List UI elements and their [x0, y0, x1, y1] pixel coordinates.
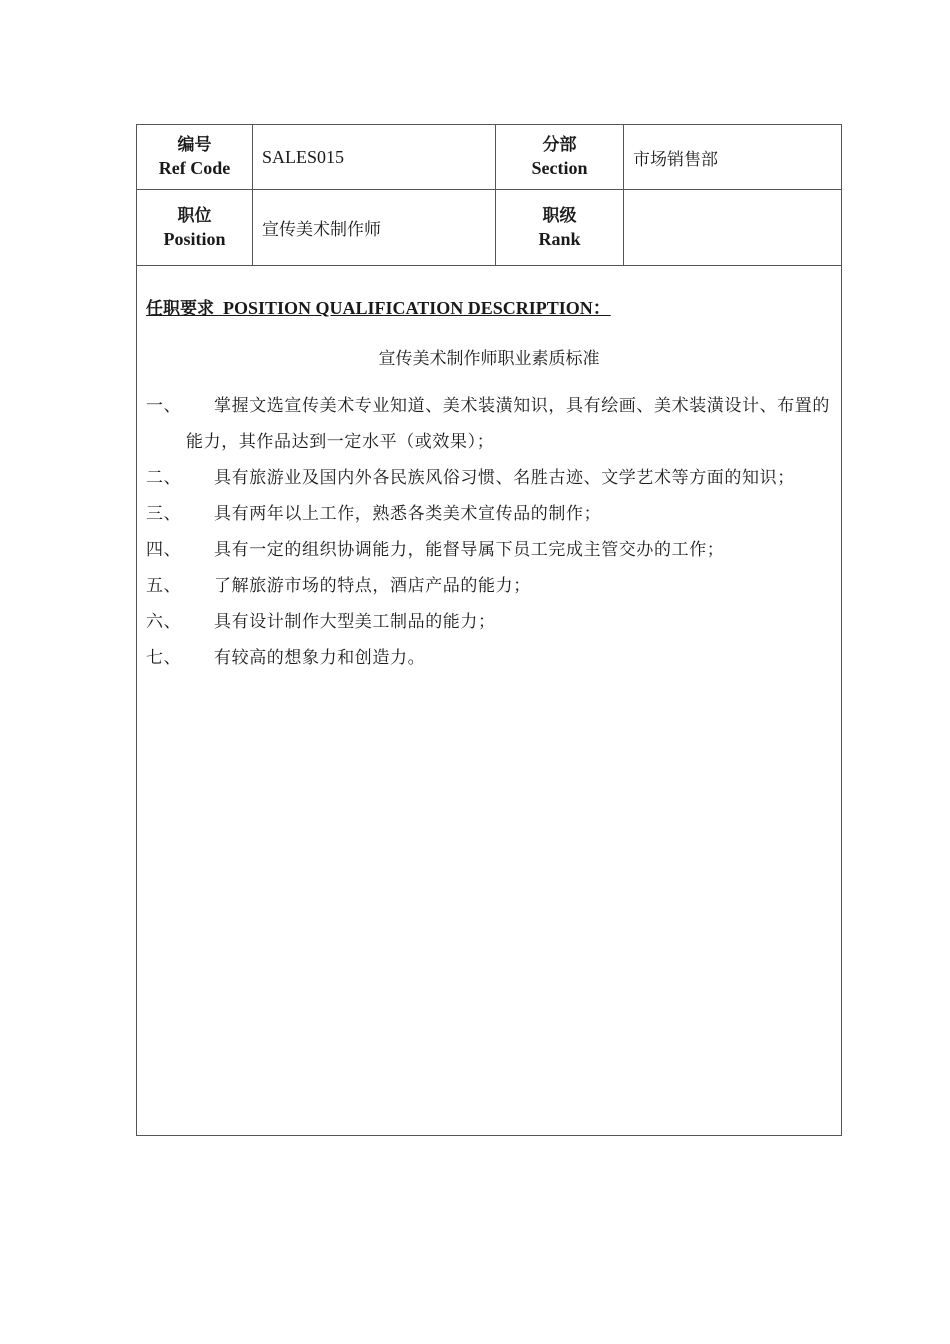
list-item	[146, 568, 834, 604]
section-label-cn: 分部	[542, 135, 577, 155]
job-description-form	[136, 124, 842, 1136]
list-item-text: 具有两年以上工作，熟悉各类美术宣传品的制作；	[214, 504, 602, 524]
rank-value	[624, 190, 843, 265]
section-value: 市场销售部	[633, 149, 718, 170]
section-label-en: Section	[531, 158, 588, 178]
list-item-text: 有较高的想象力和创造力。	[214, 648, 426, 668]
list-item-number: 六、	[146, 612, 182, 632]
ref-code-label	[137, 125, 253, 189]
subtitle-position: 宣传美术制作师	[378, 349, 498, 369]
position-label-cn: 职位	[177, 205, 212, 226]
list-item-number: 五、	[146, 576, 182, 596]
list-item-text: 具有设计制作大型美工制品的能力；	[214, 612, 496, 632]
list-item	[146, 496, 834, 532]
position-label	[137, 190, 253, 265]
list-item	[146, 532, 834, 568]
list-item-text: 掌握文选宣传美术专业知道、美术装潢知识，具有绘画、美术装潢设计、布置的能力，其作品达到一定水平（或效果）；	[186, 396, 830, 452]
list-item-number: 二、	[146, 468, 182, 488]
qualification-subtitle	[137, 344, 841, 369]
section-label	[496, 125, 624, 189]
rank-label-cn: 职级	[542, 205, 577, 226]
header-row-2	[137, 190, 841, 266]
qualification-heading-cn: 任职要求	[146, 299, 214, 319]
list-item	[146, 388, 834, 460]
ref-code-label-cn: 编号	[177, 135, 212, 155]
list-item	[146, 640, 834, 676]
list-item-text: 具有一定的组织协调能力，能督导属下员工完成主管交办的工作；	[214, 540, 725, 560]
qualification-heading-en: POSITION QUALIFICATION DESCRIPTION：	[223, 298, 611, 318]
qualification-section	[137, 266, 841, 1135]
list-item-number: 四、	[146, 540, 182, 560]
ref-code-label-en: Ref Code	[158, 158, 231, 178]
list-item	[146, 460, 834, 496]
qualification-heading	[146, 294, 611, 320]
header-row-1	[137, 125, 841, 190]
position-value: 宣传美术制作师	[253, 190, 496, 265]
subtitle-standard: 职业素质标准	[497, 349, 600, 369]
list-item-number: 一、	[146, 396, 182, 416]
list-item	[146, 604, 834, 640]
rank-label-en: Rank	[538, 228, 581, 249]
list-item-text: 了解旅游市场的特点，酒店产品的能力；	[214, 576, 531, 596]
list-item-text: 具有旅游业及国内外各民族风俗习惯、名胜古迹、文学艺术等方面的知识；	[214, 468, 795, 488]
list-item-number: 七、	[146, 648, 182, 668]
qualification-list	[146, 388, 834, 676]
list-item-number: 三、	[146, 504, 182, 524]
position-label-en: Position	[163, 228, 226, 249]
rank-label	[496, 190, 624, 265]
ref-code-value: SALES015	[253, 125, 496, 189]
